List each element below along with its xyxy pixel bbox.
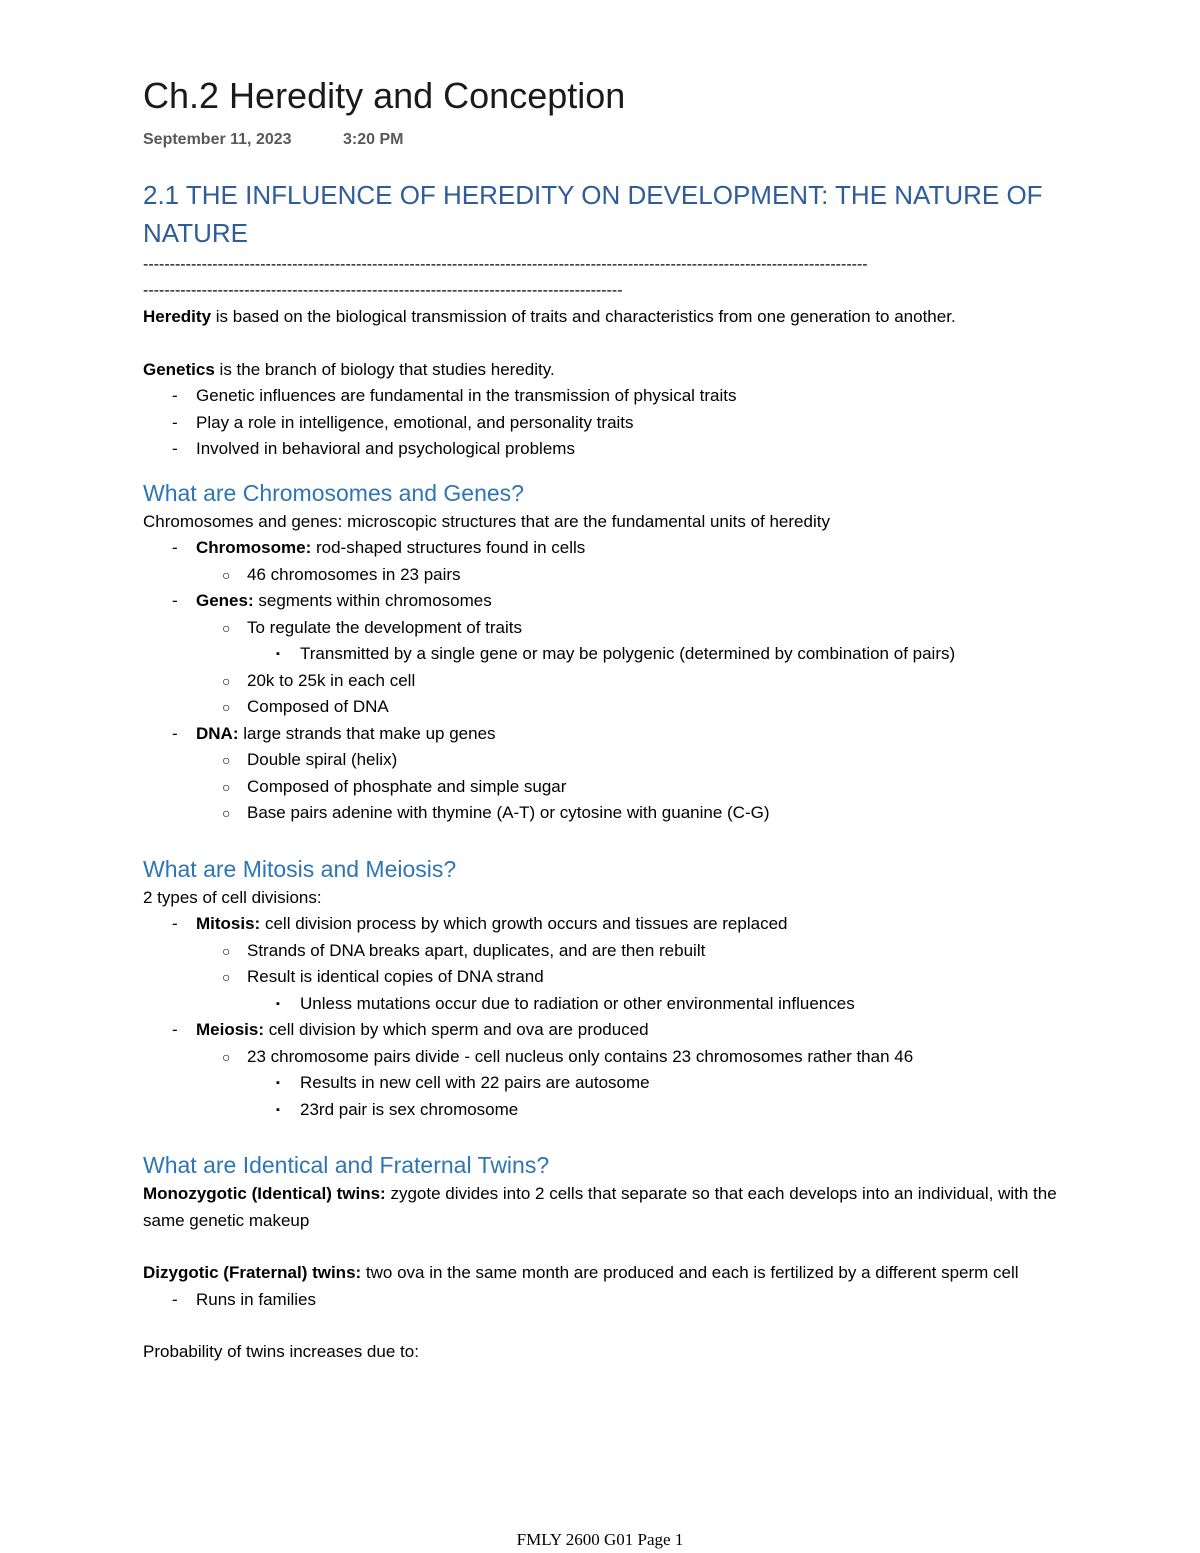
heredity-definition bbox=[143, 304, 1073, 331]
circle-bullet-icon: ○ bbox=[222, 778, 231, 795]
circle-bullet-icon: ○ bbox=[222, 969, 231, 985]
circle-bullet-icon: ○ bbox=[222, 1048, 231, 1065]
list-item: ○ Strands of DNA breaks apart, duplicates, and are then rebuilt bbox=[143, 938, 1073, 965]
subheading-twins: What are Identical and Fraternal Twins? bbox=[143, 1152, 550, 1178]
note-meta bbox=[143, 126, 1073, 154]
dizygotic-definition: Dizygotic (Fraternal) twins: two ova in the same month are produced and each is fertilized by a different sperm cell bbox=[143, 1263, 1019, 1282]
note-date: September 11, 2023 bbox=[143, 131, 292, 148]
definition-text: is the branch of biology that studies heredity. bbox=[214, 359, 555, 379]
monozygotic-definition: Monozygotic (Identical) twins: zygote divides into 2 cells that separate so that each develops into an individual, with the same genetic makeup bbox=[143, 1184, 1057, 1230]
dash-bullet-icon: - bbox=[172, 591, 178, 610]
subheading-chromosomes: What are Chromosomes and Genes? bbox=[143, 479, 524, 506]
genetics-definition bbox=[143, 357, 1073, 384]
square-bullet-icon: ▪ bbox=[276, 997, 280, 1010]
chromosomes-intro: Chromosomes and genes: microscopic structures that are the fundamental units of heredity bbox=[143, 511, 830, 531]
list-item: - Mitosis: cell division process by which growth occurs and tissues are replaced bbox=[143, 911, 1073, 938]
circle-bullet-icon: ○ bbox=[222, 699, 231, 715]
list-item: ▪ Unless mutations occur due to radiation or other environmental influences bbox=[143, 991, 1073, 1018]
list-item: ○ To regulate the development of traits bbox=[143, 615, 1073, 642]
dashed-rule: ---------------------------------------------------------------------------------------------------------------------------------------- bbox=[143, 256, 868, 273]
page-footer: FMLY 2600 G01 Page 1 bbox=[516, 1530, 684, 1549]
page-title: Ch.2 Heredity and Conception bbox=[143, 75, 626, 116]
circle-bullet-icon: ○ bbox=[222, 566, 231, 583]
list-item: ○ 20k to 25k in each cell bbox=[143, 668, 1073, 695]
dash-bullet-icon: - bbox=[172, 1020, 178, 1039]
circle-bullet-icon: ○ bbox=[222, 619, 231, 636]
list-item: ○ 46 chromosomes in 23 pairs bbox=[143, 562, 1073, 589]
list-item: ○ Composed of DNA bbox=[143, 694, 1073, 721]
dash-bullet-icon: - bbox=[172, 439, 178, 458]
square-bullet-icon: ▪ bbox=[276, 648, 280, 660]
circle-bullet-icon: ○ bbox=[222, 942, 231, 959]
list-item: - Runs in families bbox=[143, 1287, 1073, 1314]
list-item: - Genes: segments within chromosomes bbox=[143, 588, 1073, 615]
division-intro: 2 types of cell divisions: bbox=[143, 887, 322, 907]
square-bullet-icon: ▪ bbox=[276, 1077, 280, 1089]
square-bullet-icon: ▪ bbox=[276, 1103, 280, 1116]
note-page bbox=[143, 72, 1073, 1366]
dash-bullet-icon: - bbox=[172, 914, 178, 933]
list-item: - Play a role in intelligence, emotional, and personality traits bbox=[143, 410, 1073, 437]
circle-bullet-icon: ○ bbox=[222, 672, 231, 689]
list-item: ▪ 23rd pair is sex chromosome bbox=[143, 1097, 1073, 1124]
list-item: - Involved in behavioral and psychological problems bbox=[143, 436, 1073, 463]
list-item: ○ Double spiral (helix) bbox=[143, 747, 1073, 774]
definition-text: is based on the biological transmission of traits and characteristics from one generation to another. bbox=[211, 307, 956, 326]
circle-bullet-icon: ○ bbox=[222, 805, 231, 821]
list-item: - Chromosome: rod-shaped structures found in cells bbox=[143, 535, 1073, 562]
dash-bullet-icon: - bbox=[172, 386, 178, 405]
list-item: - Genetic influences are fundamental in the transmission of physical traits bbox=[143, 383, 1073, 410]
dash-bullet-icon: - bbox=[172, 538, 178, 557]
circle-bullet-icon: ○ bbox=[222, 752, 231, 768]
list-item: ○ Result is identical copies of DNA strand bbox=[143, 964, 1073, 991]
note-time: 3:20 PM bbox=[343, 131, 404, 148]
list-item: ▪ Results in new cell with 22 pairs are autosome bbox=[143, 1070, 1073, 1097]
twins-probability: Probability of twins increases due to: bbox=[143, 1342, 419, 1361]
dash-bullet-icon: - bbox=[172, 412, 178, 432]
list-item: ▪ Transmitted by a single gene or may be polygenic (determined by combination of pairs) bbox=[143, 641, 1073, 668]
dash-bullet-icon: - bbox=[172, 1289, 178, 1309]
term: Heredity bbox=[143, 307, 212, 326]
dash-bullet-icon: - bbox=[172, 723, 178, 743]
subheading-mitosis-meiosis: What are Mitosis and Meiosis? bbox=[143, 855, 457, 882]
list-item: ○ 23 chromosome pairs divide - cell nucleus only contains 23 chromosomes rather than 46 bbox=[143, 1044, 1073, 1071]
dashed-rule: ------------------------------------------------------------------------------------------ bbox=[143, 282, 623, 299]
list-item: - DNA: large strands that make up genes bbox=[143, 721, 1073, 748]
list-item: ○ Base pairs adenine with thymine (A-T) or cytosine with guanine (C-G) bbox=[143, 800, 1073, 827]
section-heading: 2.1 THE INFLUENCE OF HEREDITY ON DEVELOPMENT: THE NATURE OF NATURE bbox=[143, 180, 1043, 248]
list-item: - Meiosis: cell division by which sperm and ova are produced bbox=[143, 1017, 1073, 1044]
term: Genetics bbox=[143, 359, 215, 379]
list-item: ○ Composed of phosphate and simple sugar bbox=[143, 774, 1073, 801]
